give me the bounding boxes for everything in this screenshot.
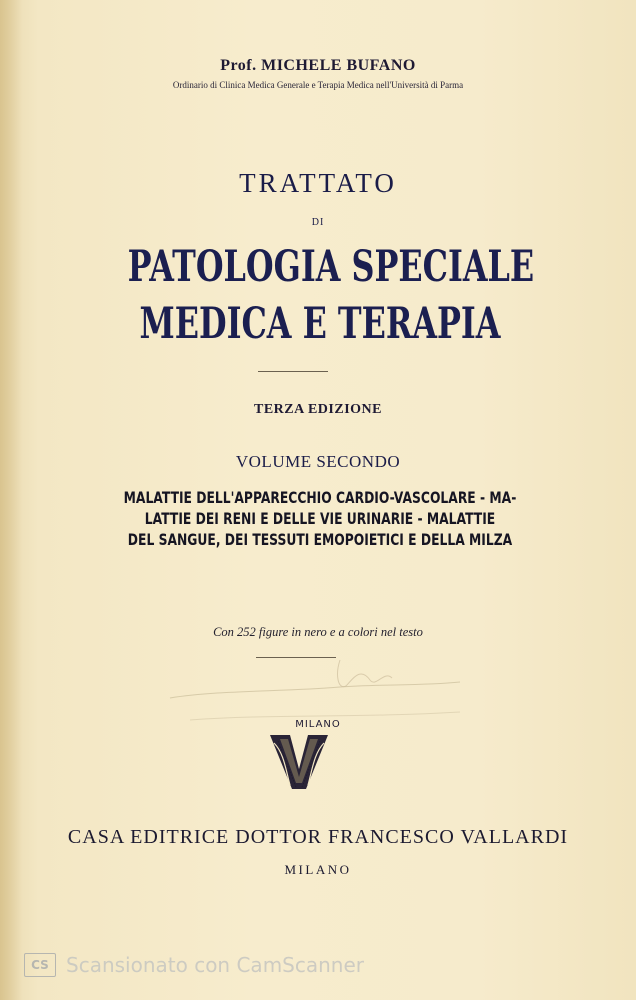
author-name: Prof. MICHELE BUFANO — [220, 57, 416, 74]
main-title-line-1: PATOLOGIA SPECIALE — [127, 242, 535, 292]
volume-label: VOLUME SECONDO — [235, 452, 401, 471]
page-edge-shadow — [0, 0, 22, 1000]
publisher-city: MILANO — [284, 862, 352, 877]
subject-line-1: MALATTIE DELL'APPARECCHIO CARDIO-VASCOLARE - MA- — [123, 488, 517, 507]
camscanner-logo-icon: CS — [24, 953, 56, 977]
title-prefix: TRATTATO — [239, 168, 397, 198]
publisher-name: CASA EDITRICE DOTTOR FRANCESCO VALLARDI — [67, 826, 569, 848]
watermark-text: Scansionato con CamScanner — [66, 953, 364, 977]
divider-rule — [256, 657, 336, 658]
vallardi-monogram-icon — [266, 731, 332, 793]
edition-label: TERZA EDIZIONE — [254, 402, 382, 417]
publisher-logo-city: MILANO — [295, 719, 341, 730]
title-preposition: DI — [311, 217, 325, 228]
divider-rule — [258, 371, 328, 372]
pencil-signature-mark — [160, 640, 480, 730]
main-title-line-2: MEDICA E TERAPIA — [139, 299, 501, 349]
author-affiliation: Ordinario di Clinica Medica Generale e Terapia Medica nell'Università di Parma — [172, 80, 464, 90]
subject-line-3: DEL SANGUE, DEI TESSUTI EMOPOIETICI E DELLA MILZA — [127, 530, 513, 549]
camscanner-watermark — [24, 951, 364, 979]
figures-note: Con 252 figure in nero e a colori nel testo — [213, 625, 423, 639]
subject-line-2: LATTIE DEI RENI E DELLE VIE URINARIE - MALATTIE — [144, 509, 496, 528]
